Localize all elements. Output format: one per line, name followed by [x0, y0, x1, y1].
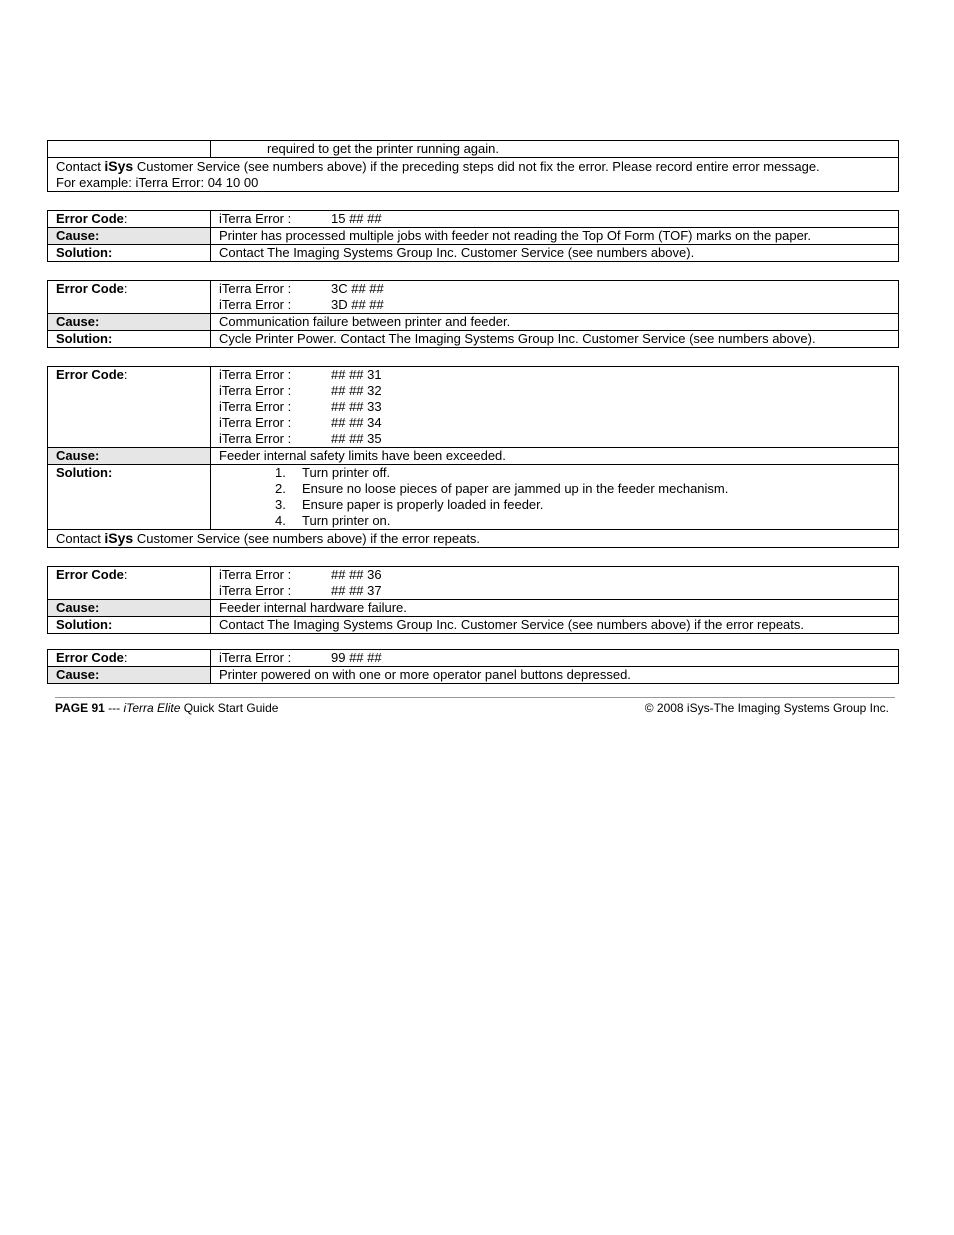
- solution-text: Contact The Imaging Systems Group Inc. Customer Service (see numbers above) if the error repeats.: [211, 617, 899, 634]
- document-page: [47, 140, 899, 684]
- error-code-label: Error Code:: [48, 567, 211, 600]
- error-code-entry: iTerra Error : ## ## 37: [219, 583, 382, 598]
- footer-page-info: PAGE 91 --- iTerra Elite Quick Start Guide: [55, 701, 279, 715]
- error-code-label: Error Code:: [48, 367, 211, 448]
- error-code-list: [211, 211, 899, 228]
- cause-label: Cause:: [48, 448, 211, 465]
- solution-label: Solution:: [48, 617, 211, 634]
- solution-text: Contact The Imaging Systems Group Inc. Customer Service (see numbers above).: [211, 245, 899, 262]
- error-code-entry: iTerra Error : ## ## 36: [219, 567, 382, 582]
- continued-table: [47, 140, 899, 192]
- solution-text: Cycle Printer Power. Contact The Imaging Systems Group Inc. Customer Service (see numbers above).: [211, 331, 899, 348]
- cause-label: Cause:: [48, 667, 211, 684]
- error-code-entry: iTerra Error : 99 ## ##: [219, 650, 382, 665]
- cause-label: Cause:: [48, 314, 211, 331]
- error-example: For example: iTerra Error: 04 10 00: [56, 175, 259, 190]
- error-code-entry: iTerra Error : ## ## 35: [219, 431, 382, 446]
- error-code-entry: iTerra Error : ## ## 33: [219, 399, 382, 414]
- error-table-15: [47, 210, 899, 262]
- solution-label: Solution:: [48, 331, 211, 348]
- error-code-label: Error Code:: [48, 650, 211, 667]
- footer-rule: [55, 697, 895, 698]
- cause-text: Feeder internal hardware failure.: [211, 600, 899, 617]
- error-code-entry: iTerra Error : 3D ## ##: [219, 297, 384, 312]
- error-code-label: Error Code:: [48, 281, 211, 314]
- error-code-entry: iTerra Error : ## ## 34: [219, 415, 382, 430]
- solution-label: Solution:: [48, 465, 211, 530]
- brand-isys: iSys: [104, 158, 134, 174]
- error-code-list: [211, 650, 899, 667]
- error-code-entry: iTerra Error : ## ## 32: [219, 383, 382, 398]
- solution-step: 1. Turn printer off.: [275, 465, 391, 480]
- cause-text: Feeder internal safety limits have been exceeded.: [211, 448, 899, 465]
- contact-note: Contact iSys Customer Service (see numbers above) if the preceding steps did not fix the error. Please record entire error message. For example: iTerra Error: 04 10 00: [48, 158, 899, 192]
- error-code-entry: iTerra Error : 3C ## ##: [219, 281, 384, 296]
- error-code-entry: iTerra Error : ## ## 31: [219, 367, 382, 382]
- error-table-99: [47, 649, 899, 684]
- cause-label: Cause:: [48, 228, 211, 245]
- page-number: PAGE 91: [55, 701, 105, 715]
- solution-label: Solution:: [48, 245, 211, 262]
- error-table-36-37: [47, 566, 899, 634]
- cause-text: Printer powered on with one or more operator panel buttons depressed.: [211, 667, 899, 684]
- footer-copyright: © 2008 iSys-The Imaging Systems Group Inc.: [644, 701, 889, 715]
- brand-isys: iSys: [104, 530, 134, 546]
- solution-step-list: [219, 465, 890, 529]
- page-footer: [55, 697, 895, 715]
- error-code-list: [211, 281, 899, 314]
- continued-text: required to get the printer running again.: [211, 141, 899, 158]
- cause-label: Cause:: [48, 600, 211, 617]
- error-code-list: [211, 367, 899, 448]
- error-table-31-35: [47, 366, 899, 548]
- error-code-label: Error Code:: [48, 211, 211, 228]
- solution-steps: [211, 465, 899, 530]
- solution-step: 4. Turn printer on.: [275, 513, 391, 528]
- empty-label-cell: [48, 141, 211, 158]
- contact-note: Contact iSys Customer Service (see numbers above) if the error repeats.: [48, 530, 899, 548]
- solution-step: 3. Ensure paper is properly loaded in feeder.: [275, 497, 544, 512]
- error-code-entry: iTerra Error : 15 ## ##: [219, 211, 382, 226]
- error-code-list: [211, 567, 899, 600]
- error-table-3c: [47, 280, 899, 348]
- cause-text: Communication failure between printer and feeder.: [211, 314, 899, 331]
- solution-step: 2. Ensure no loose pieces of paper are jammed up in the feeder mechanism.: [275, 481, 729, 496]
- cause-text: Printer has processed multiple jobs with feeder not reading the Top Of Form (TOF) marks on the paper.: [211, 228, 899, 245]
